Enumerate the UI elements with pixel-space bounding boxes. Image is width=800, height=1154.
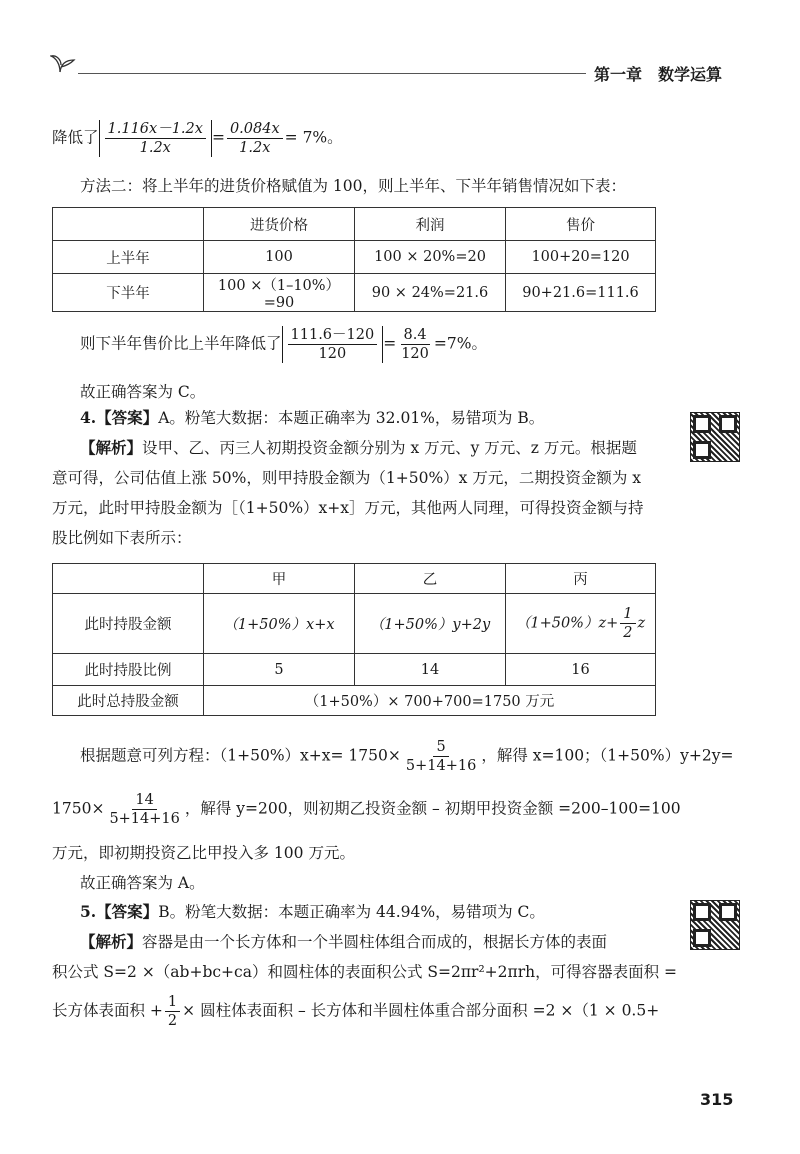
- cell-text: z: [637, 615, 646, 632]
- answer-text: B。粉笔大数据：本题正确率为 44.94%，易错项为 C。: [158, 903, 545, 921]
- table-cell: [506, 594, 656, 654]
- analysis-label: 【解析】: [80, 438, 143, 457]
- table-cell: 此时持股金额: [53, 594, 204, 654]
- table-cell: 上半年: [53, 241, 204, 274]
- equation-1: [80, 738, 733, 775]
- investment-table: [52, 563, 656, 716]
- header-rule: [78, 73, 586, 74]
- eq-text: 1750×: [52, 799, 105, 818]
- frac-num: 8.4: [401, 326, 430, 345]
- q4-analysis-2: 意可得，公司估值上涨 50%，则甲持股金额为（1+50%）x 万元，二期投资金额为 x: [52, 469, 642, 487]
- table-header-row: [53, 208, 656, 241]
- table-row: [53, 654, 656, 686]
- cell-text: （1+50%）z+: [515, 615, 619, 632]
- equation-3: 万元，即初期投资乙比甲投入多 100 万元。: [52, 844, 355, 862]
- table-cell: 此时总持股金额: [53, 686, 204, 716]
- frac-num: 1: [620, 605, 635, 624]
- table-row: [53, 241, 656, 274]
- table-cell: 乙: [355, 564, 506, 594]
- frac-num: 5: [433, 738, 448, 757]
- eq-text: × 圆柱体表面积 – 长方体和半圆柱体重合部分面积 =2 ×（1 × 0.5+: [182, 1001, 660, 1020]
- abs-value: [282, 326, 384, 363]
- table-cell: 16: [506, 654, 656, 686]
- page-number: 315: [700, 1090, 734, 1109]
- table-cell: 90 × 24%=21.6: [355, 274, 506, 312]
- line2-prefix: 则下半年售价比上半年降低了: [80, 334, 282, 353]
- analysis-text: 容器是由一个长方体和一个半圆柱体组合而成的，根据长方体的表面: [142, 933, 608, 951]
- eq-text: 长方体表面积 +: [52, 1001, 163, 1020]
- line1-prefix: 降低了: [52, 128, 99, 147]
- table-cell: 丙: [506, 564, 656, 594]
- equation-2: [52, 791, 681, 828]
- table-header-row: [53, 564, 656, 594]
- frac-num: 14: [132, 791, 156, 810]
- frac-den: 5+14+16: [109, 811, 180, 827]
- table-cell: 100: [204, 241, 355, 274]
- frac-den: 120: [401, 346, 429, 362]
- answer-label: 4.【答案】: [80, 408, 159, 427]
- table-cell: [53, 208, 204, 241]
- table-cell: 5: [204, 654, 355, 686]
- frac-num: 1.116x－1.2x: [105, 120, 206, 139]
- eq-text: 根据题意可列方程：（1+50%）x+x= 1750×: [80, 746, 401, 765]
- method2-text: 方法二：将上半年的进货价格赋值为 100，则上半年、下半年销售情况如下表：: [80, 177, 627, 195]
- table-cell: （1+50%）x+x: [204, 594, 355, 654]
- frac-den: 5+14+16: [405, 758, 477, 774]
- equals: =: [211, 128, 225, 147]
- frac-den: 2: [167, 1013, 178, 1029]
- eq-text: ，解得 y=200，则初期乙投资金额 – 初期甲投资金额 =200–100=100: [184, 799, 681, 818]
- table-cell: 14: [355, 654, 506, 686]
- abs-value: [99, 120, 212, 157]
- q5-analysis-3: [52, 993, 659, 1030]
- q4-analysis-1: [80, 437, 637, 459]
- frac-den: 120: [318, 346, 347, 362]
- frac-num: 0.084x: [227, 120, 283, 139]
- frac-den: 1.2x: [139, 140, 171, 156]
- answer-text: A。粉笔大数据：本题正确率为 32.01%，易错项为 B。: [158, 409, 545, 427]
- table-row: [53, 686, 656, 716]
- q5-analysis-1: [80, 931, 607, 953]
- table-cell: 此时持股比例: [53, 654, 204, 686]
- analysis-label: 【解析】: [80, 932, 143, 951]
- answer-3: 故正确答案为 C。: [80, 383, 206, 401]
- table-row: [53, 594, 656, 654]
- chapter-title: 第一章 数学运算: [594, 65, 723, 84]
- table-cell: （1+50%）× 700+700=1750 万元: [204, 686, 656, 716]
- line2-suffix: =7%。: [433, 334, 487, 353]
- q4-answer: [80, 407, 544, 429]
- equals: =: [383, 334, 397, 353]
- eq-text: ，解得 x=100；（1+50%）y+2y=: [481, 746, 734, 765]
- table-cell: 甲: [204, 564, 355, 594]
- table-cell: 利润: [355, 208, 506, 241]
- frac-den: 2: [623, 625, 633, 641]
- table-cell: 进货价格: [204, 208, 355, 241]
- frac-den: 1.2x: [239, 140, 271, 156]
- answer-4: 故正确答案为 A。: [80, 874, 205, 892]
- qr-code-icon: [690, 412, 740, 462]
- table-cell: [53, 564, 204, 594]
- q5-analysis-2: 积公式 S=2 ×（ab+bc+ca）和圆柱体的表面积公式 S=2πr²+2πrh，可得容器表面积 =: [52, 963, 678, 981]
- frac-num: 111.6－120: [288, 326, 378, 345]
- table-row: [53, 274, 656, 312]
- table-cell: 100+20=120: [506, 241, 656, 274]
- line2: [80, 326, 487, 363]
- q4-analysis-3: 万元，此时甲持股金额为［（1+50%）x+x］万元，其他两人同理，可得投资金额与持: [52, 499, 644, 517]
- frac-num: 1: [165, 993, 180, 1012]
- table-cell: 90+21.6=111.6: [506, 274, 656, 312]
- line1: [52, 120, 343, 157]
- price-table: [52, 207, 656, 312]
- answer-label: 5.【答案】: [80, 902, 159, 921]
- table-cell: 100 ×（1–10%）=90: [204, 274, 355, 312]
- table-cell: 售价: [506, 208, 656, 241]
- q4-analysis-4: 股比例如下表所示：: [52, 529, 192, 547]
- leaf-icon: [50, 52, 78, 74]
- table-cell: （1+50%）y+2y: [355, 594, 506, 654]
- table-cell: 100 × 20%=20: [355, 241, 506, 274]
- qr-code-icon: [690, 900, 740, 950]
- table-cell: 下半年: [53, 274, 204, 312]
- q5-answer: [80, 901, 545, 923]
- analysis-text: 设甲、乙、丙三人初期投资金额分别为 x 万元、y 万元、z 万元。根据题: [142, 439, 637, 457]
- line1-suffix: = 7%。: [284, 128, 343, 147]
